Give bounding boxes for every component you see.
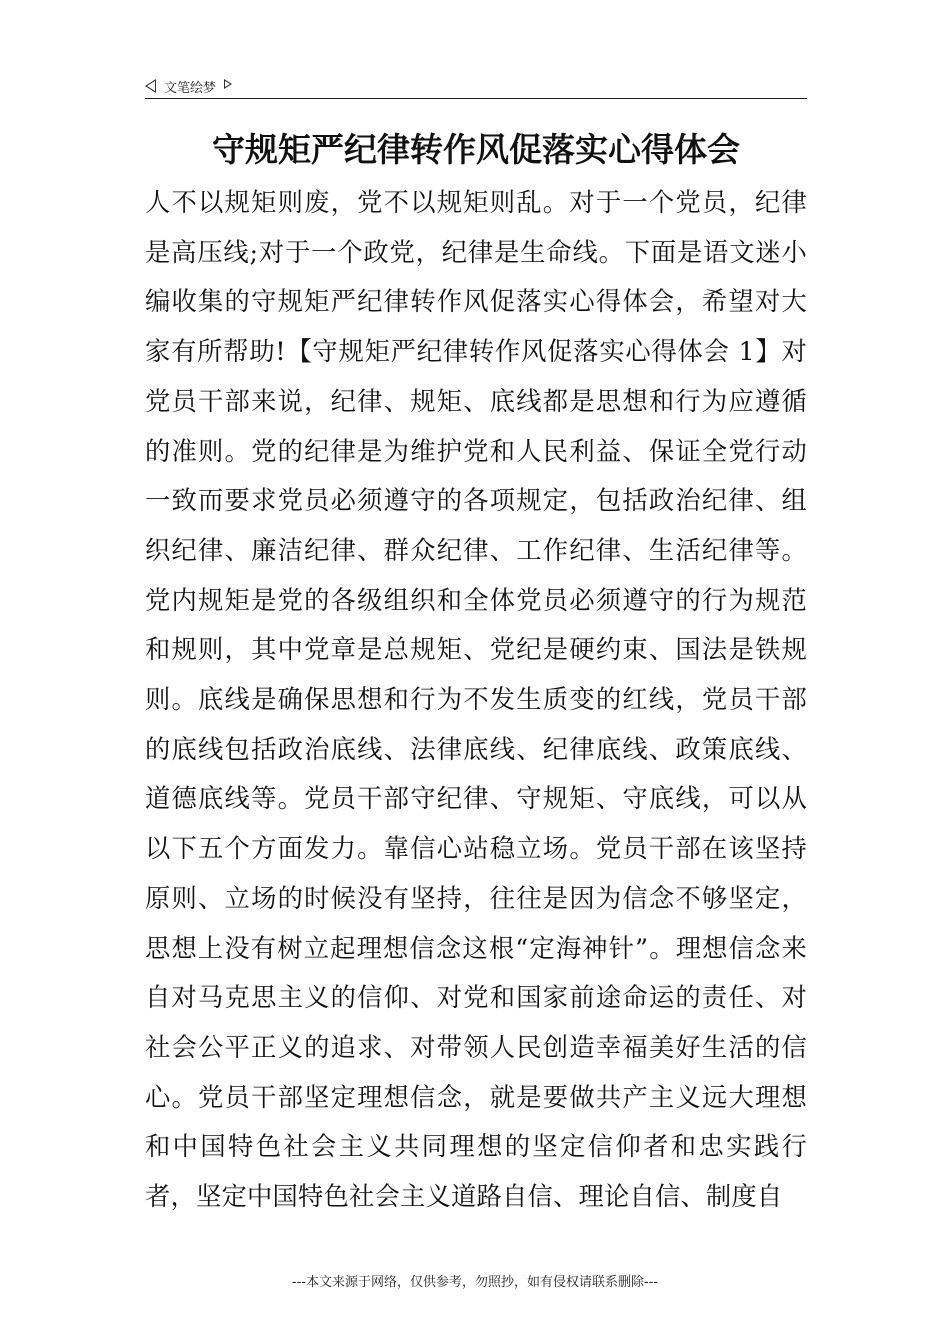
triangle-left-icon — [145, 79, 156, 93]
document-title: 守规矩严纪律转作风促落实心得体会 — [212, 130, 740, 169]
footer-notice: ---本文来源于网络，仅供参考，勿照抄，如有侵权请联系删除--- — [291, 1275, 659, 1290]
triangle-right-icon — [224, 79, 232, 89]
brand-label: 文笔绘梦 — [164, 80, 217, 96]
page-header — [145, 74, 807, 99]
document-body: 人不以规矩则废，党不以规矩则乱。对于一个党员，纪律是高压线;对于一个政党，纪律是生命线。下面是语文迷小编收集的守规矩严纪律转作风促落实心得体会，希望对大家有所帮助!【守规矩严纪律转作风促落实心得体会 1】对党员干部来说，纪律、规矩、底线都是思想和行为应遵循的准则。党的纪律是为维护党和人民利益、保证全党行动一致而要求党员必须遵守的各项规定，包括政治纪律、组织纪律、廉洁纪律、群众纪律、工作纪律、生活纪律等。党内规矩是党的各级组织和全体党员必须遵守的行为规范和规则，其中党章是总规矩、党纪是硬约束、国法是铁规则。底线是确保思想和行为不发生质变的红线，党员干部的底线包括政治底线、法律底线、纪律底线、政策底线、道德底线等。党员干部守纪律、守规矩、守底线，可以从以下五个方面发力。靠信心站稳立场。党员干部在该坚持原则、立场的时候没有坚持，往往是因为信念不够坚定，思想上没有树立起理想信念这根“定海神针”。理想信念来自对马克思主义的信仰、对党和国家前途命运的责任、对社会公平正义的追求、对带领人民创造幸福美好生活的信心。党员干部坚定理想信念，就是要做共产主义远大理想和中国特色社会主义共同理想的坚定信仰者和忠实践行者，坚定中国特色社会主义道路自信、理论自信、制度自 — [145, 188, 807, 1212]
